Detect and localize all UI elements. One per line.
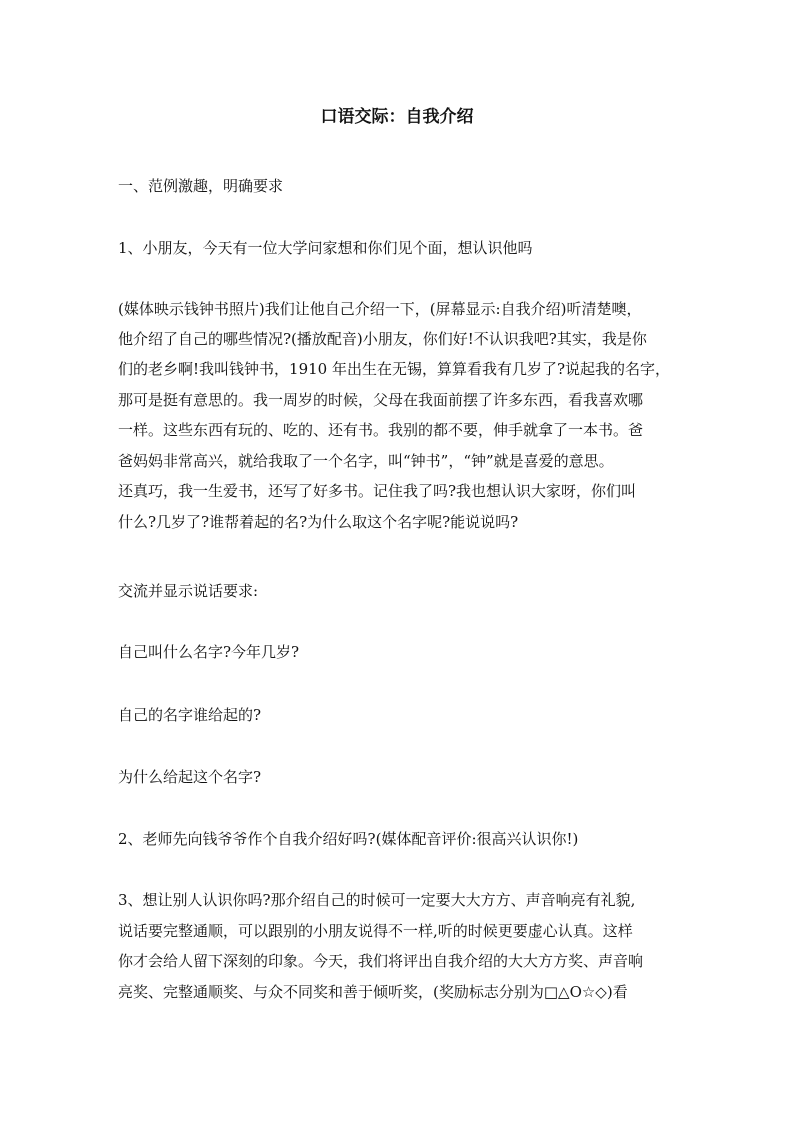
question-line: 自己叫什么名字?今年几岁? (118, 643, 300, 661)
paragraph-line: 3、想让别人认识你吗?那介绍自己的时候可一定要大大方方、声音响亮有礼貌, (118, 891, 636, 909)
exchange-heading: 交流并显示说话要求: (118, 582, 259, 600)
question-line: 自己的名字谁给起的? (118, 706, 262, 724)
page-title: 口语交际：自我介绍 (320, 107, 474, 127)
question-line: 为什么给起这个名字? (118, 768, 262, 786)
paragraph-line: 一样。这些东西有玩的、吃的、还有书。我别的都不要，伸手就拿了一本书。爸 (118, 421, 644, 439)
paragraph-line: 说话要完整通顺，可以跟别的小朋友说得不一样,听的时候更要虚心认真。这样 (118, 922, 633, 940)
paragraph-line: 还真巧，我一生爱书，还写了好多书。记住我了吗?我也想认识大家呀，你们叫 (118, 482, 637, 500)
paragraph-line: 爸妈妈非常高兴，就给我取了一个名字，叫“钟书”，“钟”就是喜爱的意思。 (118, 452, 614, 470)
paragraph-line: 那可是挺有意思的。我一周岁的时候，父母在我面前摆了许多东西，看我喜欢哪 (118, 391, 644, 409)
paragraph-line: 亮奖、完整通顺奖、与众不同奖和善于倾听奖，(奖励标志分别为□△O☆◇)看 (118, 983, 628, 1001)
section-heading: 一、范例激趣，明确要求 (118, 177, 284, 195)
item-1-paragraph: 1、小朋友，今天有一位大学问家想和你们见个面，想认识他吗 (118, 239, 533, 257)
paragraph-line: 他介绍了自己的哪些情况?(播放配音)小朋友，你们好!不认识我吧?其实，我是你 (118, 330, 647, 348)
paragraph-line: (媒体映示钱钟书照片)我们让他自己介绍一下，(屏幕显示:自我介绍)听清楚噢， (118, 300, 642, 318)
paragraph-line: 你才会给人留下深刻的印象。今天，我们将评出自我介绍的大大方方奖、声音响 (118, 952, 644, 970)
item-2-paragraph: 2、老师先向钱爷爷作个自我介绍好吗?(媒体配音评价:很高兴认识你!) (118, 830, 579, 848)
paragraph-line: 们的老乡啊!我叫钱钟书，1910 年出生在无锡，算算看我有几岁了?说起我的名字， (118, 360, 671, 378)
paragraph-line: 什么?几岁了?谁帮着起的名?为什么取这个名字呢?能说说吗? (118, 513, 519, 531)
